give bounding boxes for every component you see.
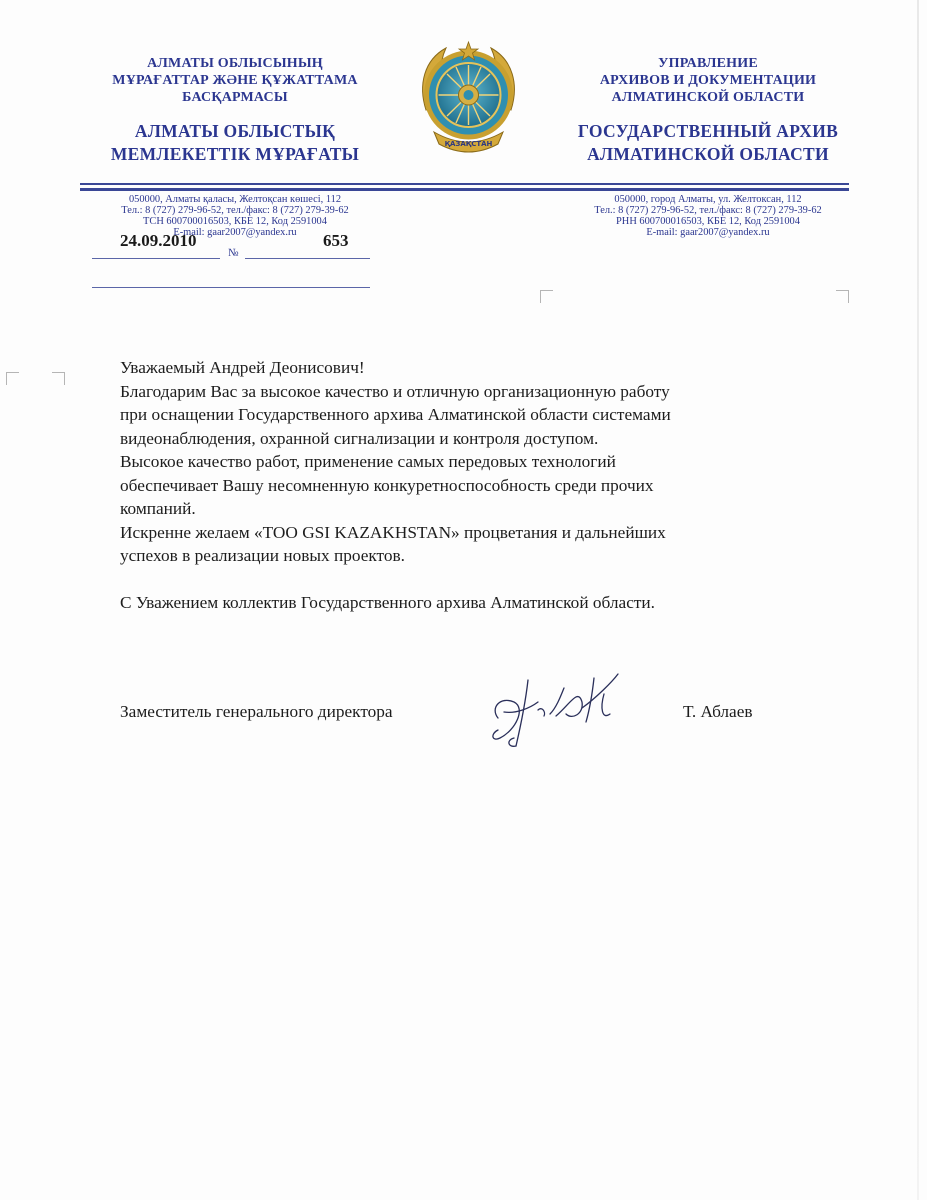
- letterhead-left-line-1: АЛМАТЫ ОБЛЫСЫНЫҢ: [147, 56, 323, 71]
- address-right-line-1: 050000, город Алматы, ул. Желтоксан, 112: [614, 194, 802, 205]
- corner-mark-margin-left: [6, 372, 19, 385]
- letter-line-4: Высокое качество работ, применение самых передовых технологий: [120, 452, 616, 471]
- letterhead-left-title-1: АЛМАТЫ ОБЛЫСТЫҚ: [134, 121, 336, 141]
- letter-line-2: при оснащении Государственного архива Алматинской области системами: [120, 405, 671, 424]
- letterhead-left-line-3: БАСҚАРМАСЫ: [182, 90, 288, 105]
- reference-date: 24.09.2010: [120, 231, 197, 250]
- letterhead-left-line-2: МҰРАҒАТТАР ЖӘНЕ ҚҰЖАТТАМА: [112, 73, 358, 88]
- corner-mark-margin-right: [52, 372, 65, 385]
- kazakhstan-state-emblem-icon: [416, 40, 521, 160]
- letter-line-1: Благодарим Вас за высокое качество и отличную организационную работу: [120, 381, 670, 401]
- addressee-underline: [92, 287, 370, 288]
- address-left-line-2: Тел.: 8 (727) 279-96-52, тел./факс: 8 (727) 279-39-62: [121, 205, 349, 216]
- address-right-line-2: Тел.: 8 (727) 279-96-52, тел./факс: 8 (727) 279-39-62: [594, 205, 822, 216]
- address-left-email: E-mail: gaar2007@yandex.ru: [173, 227, 297, 238]
- letterhead-left: [80, 55, 390, 166]
- emblem-text: ҚАЗАҚСТАН: [444, 140, 493, 148]
- letterhead-right-title-1: ГОСУДАРСТВЕННЫЙ АРХИВ: [577, 121, 839, 141]
- letterhead-left-title-2: МЕМЛЕКЕТТІК МҰРАҒАТЫ: [110, 144, 360, 164]
- letterhead-right-line-3: АЛМАТИНСКОЙ ОБЛАСТИ: [611, 90, 805, 105]
- number-underline: [245, 258, 370, 259]
- corner-mark-top-right: [836, 290, 849, 303]
- signatory-name: Т. Аблаев: [683, 702, 753, 721]
- reference-number-sign: №: [228, 247, 239, 259]
- corner-mark-top-left: [540, 290, 553, 303]
- letter-line-8: успехов в реализации новых проектов.: [120, 546, 406, 565]
- address-left-line-1: 050000, Алматы қаласы, Желтоқсан көшесі, 112: [128, 194, 342, 205]
- letterhead-right-title-2: АЛМАТИНСКОЙ ОБЛАСТИ: [587, 144, 829, 164]
- address-right: [548, 194, 868, 238]
- signatory-title: Заместитель генерального директора: [120, 702, 393, 721]
- date-underline: [92, 258, 220, 259]
- address-left-line-3: ТСН 600700016503, КБЕ 12, Код 2591004: [143, 216, 327, 227]
- letter-body: [120, 356, 820, 614]
- header-divider-thick: [80, 188, 849, 191]
- letterhead-right-line-2: АРХИВОВ И ДОКУМЕНТАЦИИ: [599, 73, 817, 88]
- reference-number: 653: [323, 231, 349, 250]
- letter-greeting: Уважаемый Андрей Деонисович!: [120, 358, 365, 377]
- letterhead-right-line-1: УПРАВЛЕНИЕ: [658, 56, 758, 71]
- handwritten-signature-icon: [486, 668, 626, 753]
- letter-line-3: видеонаблюдения, охранной сигнализации и контроля доступом.: [120, 428, 599, 448]
- letterhead-right: [548, 55, 868, 166]
- letter-line-6: компаний.: [120, 499, 196, 518]
- address-right-line-3: РНН 600700016503, КБЕ 12, Код 2591004: [616, 216, 800, 227]
- page-edge: [917, 0, 919, 1200]
- letter-line-7: Искренне желаем «ТОО GSI KAZAKHSTAN» процветания и дальнейших: [120, 522, 666, 542]
- address-right-email: E-mail: gaar2007@yandex.ru: [646, 227, 770, 238]
- letter-closing: С Уважением коллектив Государственного архива Алматинской области.: [120, 592, 655, 612]
- letter-line-5: обеспечивает Вашу несомненную конкуретноспособность среди прочих: [120, 475, 654, 495]
- header-divider-thin: [80, 183, 849, 185]
